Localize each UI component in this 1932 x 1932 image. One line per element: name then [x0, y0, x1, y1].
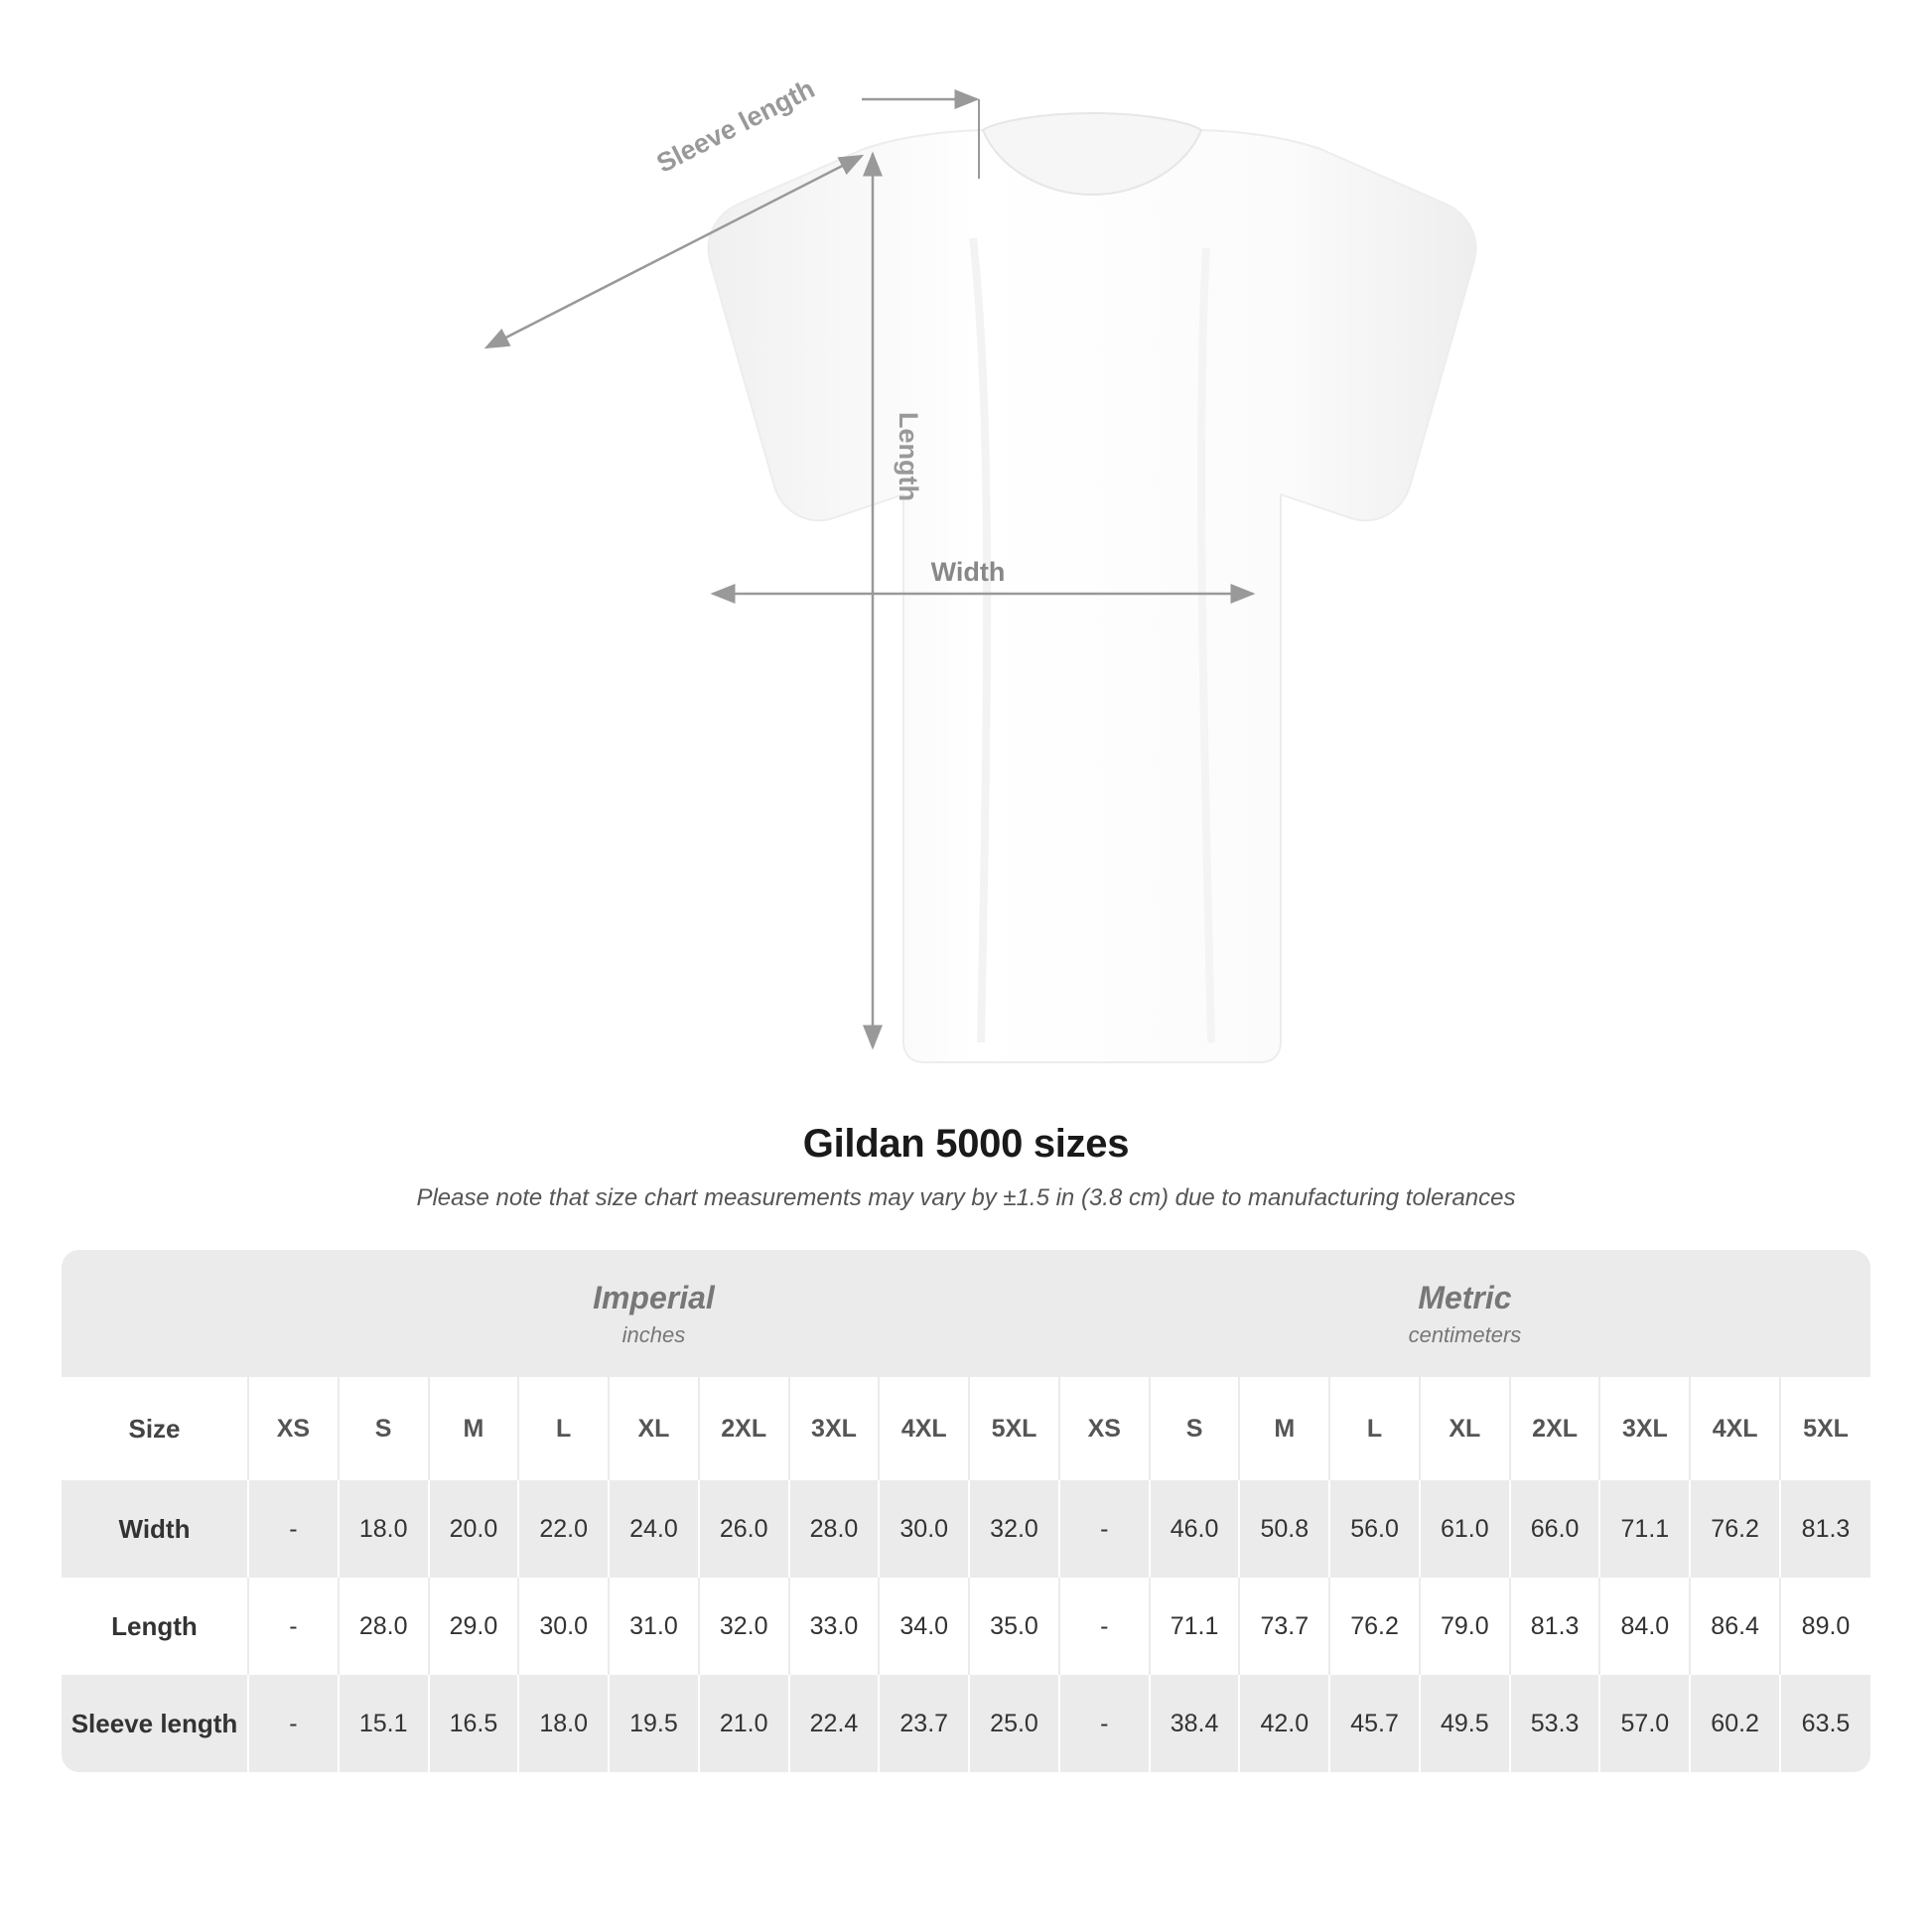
cell-sleeve-16: 60.2 — [1690, 1675, 1780, 1772]
row-label-length: Length — [62, 1578, 248, 1675]
cell-sleeve-11: 42.0 — [1239, 1675, 1329, 1772]
title-block — [0, 1122, 1932, 1212]
cell-length-0: - — [248, 1578, 339, 1675]
cell-sleeve-8: 25.0 — [969, 1675, 1059, 1772]
cell-width-17: 81.3 — [1780, 1480, 1870, 1578]
cell-width-16: 76.2 — [1690, 1480, 1780, 1578]
cell-width-15: 71.1 — [1599, 1480, 1690, 1578]
cell-sleeve-17: 63.5 — [1780, 1675, 1870, 1772]
cell-width-13: 61.0 — [1420, 1480, 1510, 1578]
size-header-row — [62, 1377, 1870, 1480]
unit-name-metric: Metric — [1418, 1279, 1512, 1315]
length-label: Length — [894, 412, 923, 501]
header-size-5xl-imp: 5XL — [969, 1377, 1059, 1480]
cell-length-12: 76.2 — [1329, 1578, 1420, 1675]
header-size-xl-met: XL — [1420, 1377, 1510, 1480]
measurement-note: Please note that size chart measurements may vary by ±1.5 in (3.8 cm) due to manufacturing tolerances — [416, 1184, 1516, 1211]
cell-length-17: 89.0 — [1780, 1578, 1870, 1675]
cell-width-3: 22.0 — [518, 1480, 609, 1578]
cell-sleeve-12: 45.7 — [1329, 1675, 1420, 1772]
cell-sleeve-10: 38.4 — [1150, 1675, 1240, 1772]
header-size-l-imp: L — [518, 1377, 609, 1480]
cell-sleeve-6: 22.4 — [789, 1675, 880, 1772]
header-size: Size — [62, 1377, 248, 1480]
cell-sleeve-2: 16.5 — [429, 1675, 519, 1772]
header-size-2xl-imp: 2XL — [699, 1377, 789, 1480]
table-row — [62, 1675, 1870, 1772]
cell-length-7: 34.0 — [879, 1578, 969, 1675]
cell-sleeve-7: 23.7 — [879, 1675, 969, 1772]
header-size-4xl-imp: 4XL — [879, 1377, 969, 1480]
header-size-5xl-met: 5XL — [1780, 1377, 1870, 1480]
header-size-xs-met: XS — [1059, 1377, 1150, 1480]
cell-width-8: 32.0 — [969, 1480, 1059, 1578]
unit-group-imperial — [248, 1250, 1059, 1377]
width-label: Width — [930, 557, 1006, 587]
header-size-xl-imp: XL — [609, 1377, 699, 1480]
header-size-s-imp: S — [339, 1377, 429, 1480]
header-size-3xl-imp: 3XL — [789, 1377, 880, 1480]
unit-spacer — [62, 1250, 248, 1377]
cell-width-14: 66.0 — [1510, 1480, 1600, 1578]
cell-width-6: 28.0 — [789, 1480, 880, 1578]
table-row — [62, 1578, 1870, 1675]
cell-sleeve-3: 18.0 — [518, 1675, 609, 1772]
unit-name-imperial: Imperial — [593, 1279, 715, 1315]
cell-sleeve-15: 57.0 — [1599, 1675, 1690, 1772]
sleeve-length-label: Sleeve length — [651, 73, 820, 179]
unit-sub-imperial: inches — [621, 1321, 686, 1347]
cell-width-5: 26.0 — [699, 1480, 789, 1578]
cell-width-4: 24.0 — [609, 1480, 699, 1578]
header-size-m-imp: M — [429, 1377, 519, 1480]
cell-width-9: - — [1059, 1480, 1150, 1578]
cell-width-0: - — [248, 1480, 339, 1578]
unit-header-row — [62, 1250, 1870, 1377]
cell-length-2: 29.0 — [429, 1578, 519, 1675]
cell-length-16: 86.4 — [1690, 1578, 1780, 1675]
header-size-3xl-met: 3XL — [1599, 1377, 1690, 1480]
unit-group-metric — [1059, 1250, 1870, 1377]
cell-sleeve-13: 49.5 — [1420, 1675, 1510, 1772]
size-table-wrapper — [62, 1250, 1870, 1772]
cell-length-8: 35.0 — [969, 1578, 1059, 1675]
cell-length-11: 73.7 — [1239, 1578, 1329, 1675]
size-table — [62, 1250, 1870, 1772]
row-label-width: Width — [62, 1480, 248, 1578]
cell-sleeve-1: 15.1 — [339, 1675, 429, 1772]
page-title: Gildan 5000 sizes — [802, 1122, 1130, 1166]
cell-sleeve-0: - — [248, 1675, 339, 1772]
cell-sleeve-9: - — [1059, 1675, 1150, 1772]
cell-length-6: 33.0 — [789, 1578, 880, 1675]
cell-length-9: - — [1059, 1578, 1150, 1675]
cell-sleeve-5: 21.0 — [699, 1675, 789, 1772]
cell-length-13: 79.0 — [1420, 1578, 1510, 1675]
header-size-2xl-met: 2XL — [1510, 1377, 1600, 1480]
cell-length-1: 28.0 — [339, 1578, 429, 1675]
cell-length-5: 32.0 — [699, 1578, 789, 1675]
cell-width-2: 20.0 — [429, 1480, 519, 1578]
cell-length-4: 31.0 — [609, 1578, 699, 1675]
cell-length-14: 81.3 — [1510, 1578, 1600, 1675]
cell-length-3: 30.0 — [518, 1578, 609, 1675]
tshirt-shape — [709, 113, 1476, 1062]
cell-length-10: 71.1 — [1150, 1578, 1240, 1675]
header-size-s-met: S — [1150, 1377, 1240, 1480]
cell-sleeve-4: 19.5 — [609, 1675, 699, 1772]
header-size-m-met: M — [1239, 1377, 1329, 1480]
cell-length-15: 84.0 — [1599, 1578, 1690, 1675]
table-row — [62, 1480, 1870, 1578]
row-label-sleeve-length: Sleeve length — [62, 1675, 248, 1772]
header-size-xs-imp: XS — [248, 1377, 339, 1480]
cell-width-10: 46.0 — [1150, 1480, 1240, 1578]
header-size-l-met: L — [1329, 1377, 1420, 1480]
cell-sleeve-14: 53.3 — [1510, 1675, 1600, 1772]
cell-width-11: 50.8 — [1239, 1480, 1329, 1578]
cell-width-12: 56.0 — [1329, 1480, 1420, 1578]
header-size-4xl-met: 4XL — [1690, 1377, 1780, 1480]
cell-width-7: 30.0 — [879, 1480, 969, 1578]
cell-width-1: 18.0 — [339, 1480, 429, 1578]
unit-sub-metric: centimeters — [1408, 1321, 1522, 1347]
